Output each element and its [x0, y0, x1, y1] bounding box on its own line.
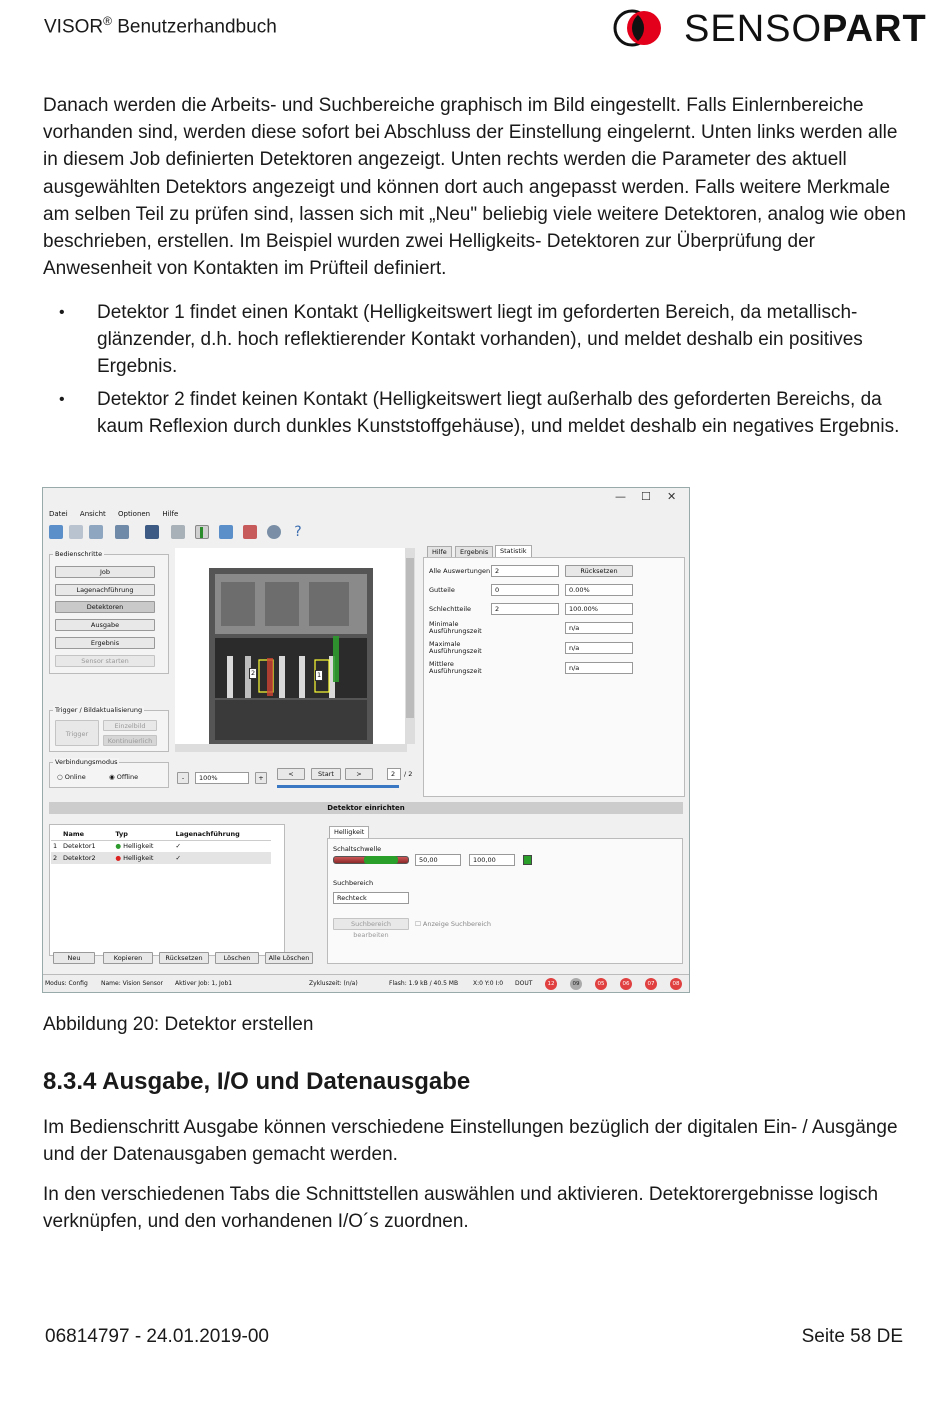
io-dot-06: 06	[620, 978, 632, 990]
table-row[interactable]: 2 Detektor2 ● Helligkeit ✓	[51, 852, 271, 864]
camera-image[interactable]	[175, 548, 407, 744]
menu-datei[interactable]: Datei	[49, 510, 68, 518]
trigger-label: Trigger / Bildaktualisierung	[55, 706, 143, 714]
page-input[interactable]: 2	[387, 768, 401, 780]
offline-radio[interactable]: ◉ Offline	[109, 773, 139, 781]
prev-image-button[interactable]: <	[277, 768, 305, 780]
film-icon[interactable]	[145, 525, 159, 539]
col-name: Name	[61, 828, 113, 840]
delete-detector-button[interactable]: Löschen	[215, 952, 259, 964]
einzelbild-button[interactable]: Einzelbild	[103, 720, 157, 731]
bullet-list	[43, 299, 909, 445]
step-detektoren-button[interactable]: Detektoren	[55, 601, 155, 613]
zoom-select[interactable]: 100%	[195, 772, 249, 784]
menu-optionen[interactable]: Optionen	[118, 510, 151, 518]
step-ausgabe-button[interactable]: Ausgabe	[55, 619, 155, 631]
section-header: Detektor einrichten	[49, 802, 683, 814]
reset-detector-button[interactable]: Rücksetzen	[159, 952, 209, 964]
min-field: n/a	[565, 622, 633, 634]
online-radio[interactable]: ○ Online	[57, 773, 86, 781]
save-icon[interactable]	[89, 525, 103, 539]
detector-2-marker: 2	[251, 669, 256, 677]
fail-dot-icon: ●	[115, 854, 122, 862]
schlecht-field: 2	[491, 603, 559, 615]
max-field: n/a	[565, 642, 633, 654]
connection-label: Verbindungsmodus	[55, 758, 118, 766]
gut-field: 0	[491, 584, 559, 596]
section-heading: 8.3.4 Ausgabe, I/O und Datenausgabe	[43, 1068, 471, 1095]
min-label: Minimale Ausführungszeit	[429, 620, 482, 635]
io-dot-08: 08	[670, 978, 682, 990]
intro-paragraph: Danach werden die Arbeits- und Suchbereiche graphisch im Bild eingestellt. Falls Einlernbereiche vorhanden sind, werden diese sofort bei Abschluss der Einstellung eingelernt. Unten links werden alle in diesem Job definierten Detektoren angezeigt. Unten rechts werden die Parameter des aktuell ausgewählten Detektors angezeigt und können dort auch angepasst werden. Falls weitere Merkmale am selben Teil zu prüfen sind, lassen sich mit „Neu" beliebig viele weitere Detektoren, analog wie oben beschrieben, erstellen. Im Beispiel wurden zwei Helligkeits- Detektoren zur Überprüfung der Anwesenheit von Kontakten im Prüfteil definiert.	[43, 95, 906, 280]
list-item: • Detektor 2 findet keinen Kontakt (Helligkeitswert liegt außerhalb des geforderten Bereichs, da kaum Reflexion durch dunkles Kunststoffgehäuse), und meldet deshalb ein negatives Ergebnis.	[43, 386, 909, 440]
logo-wordmark: SENSOPART	[684, 8, 927, 50]
col-typ: Typ	[113, 828, 173, 840]
progress-bar	[277, 785, 399, 788]
alle-field: 2	[491, 565, 559, 577]
record-icon[interactable]	[243, 525, 257, 539]
tab-helligkeit[interactable]: Helligkeit	[329, 826, 369, 838]
figure-caption: Abbildung 20: Detektor erstellen	[43, 1014, 314, 1035]
sensor-start-button[interactable]: Sensor starten	[55, 655, 155, 667]
help-icon[interactable]: ?	[294, 524, 302, 540]
suchbereich-edit-button[interactable]: Suchbereich bearbeiten	[333, 918, 409, 930]
schaltschwelle-label: Schaltschwelle	[333, 845, 382, 853]
tab-hilfe[interactable]: Hilfe	[427, 546, 452, 557]
menu-bar	[49, 510, 188, 518]
io-dot-07: 07	[645, 978, 657, 990]
detector-table	[51, 828, 271, 864]
io-dot-05: 05	[595, 978, 607, 990]
document-number: 06814797 - 24.01.2019-00	[45, 1326, 269, 1347]
sensopart-logo	[612, 8, 927, 50]
new-detector-button[interactable]: Neu	[53, 952, 95, 964]
tab-statistik[interactable]: Statistik	[495, 545, 532, 557]
zoom-out-button[interactable]: -	[177, 772, 189, 784]
status-indicator	[523, 855, 532, 865]
io-dot-12: 12	[545, 978, 557, 990]
camera-icon[interactable]	[115, 525, 129, 539]
toolbar	[49, 522, 349, 544]
suchbereich-label: Suchbereich	[333, 879, 374, 887]
alle-label: Alle Auswertungen	[429, 567, 491, 575]
paragraph-tabs: In den verschiedenen Tabs die Schnittstellen auswählen und aktivieren. Detektorergebnisse logisch verknüpfen, und den vorhandenen I/O´s zuordnen.	[43, 1184, 879, 1233]
logo-circles-icon	[612, 8, 672, 48]
delete-all-button[interactable]: Alle Löschen	[265, 952, 313, 964]
software-screenshot	[42, 487, 690, 993]
image-scrollbar[interactable]	[405, 548, 415, 744]
mit-label: Mittlere Ausführungszeit	[429, 660, 482, 675]
steps-label: Bedienschritte	[55, 550, 103, 558]
minimize-icon[interactable]: —	[615, 490, 626, 503]
search-icon[interactable]	[267, 525, 281, 539]
kontinuierlich-button[interactable]: Kontinuierlich	[103, 735, 157, 746]
max-threshold-input[interactable]: 100,00	[469, 854, 515, 866]
image-hscrollbar[interactable]	[175, 744, 407, 752]
step-job-button[interactable]: Job	[55, 566, 155, 578]
mit-field: n/a	[565, 662, 633, 674]
threshold-slider[interactable]	[333, 856, 409, 864]
detector-1-marker: 1	[317, 671, 322, 679]
sensor-icon[interactable]	[171, 525, 185, 539]
maximize-icon[interactable]: ☐	[641, 490, 651, 503]
part-image	[175, 548, 407, 744]
anzeige-checkbox[interactable]: ☐ Anzeige Suchbereich	[415, 920, 491, 928]
next-image-button[interactable]: >	[345, 768, 373, 780]
page-total: / 2	[404, 770, 413, 778]
step-ergebnis-button[interactable]: Ergebnis	[55, 637, 155, 649]
gut-pct-field: 0.00%	[565, 584, 633, 596]
menu-ansicht[interactable]: Ansicht	[79, 510, 106, 518]
menu-hilfe[interactable]: Hilfe	[162, 510, 179, 518]
copy-detector-button[interactable]: Kopieren	[103, 952, 153, 964]
open-icon[interactable]	[69, 525, 83, 539]
close-icon[interactable]: ✕	[667, 490, 677, 503]
layout-icon[interactable]	[219, 525, 233, 539]
tab-ergebnis[interactable]: Ergebnis	[455, 546, 493, 557]
suchbereich-select[interactable]: Rechteck	[333, 892, 409, 904]
schlecht-pct-field: 100.00%	[565, 603, 633, 615]
schlecht-label: Schlechtteile	[429, 605, 472, 613]
max-label: Maximale Ausführungszeit	[429, 640, 482, 655]
io-dot-09: 09	[570, 978, 582, 990]
page-number: Seite 58 DE	[801, 1326, 903, 1347]
gut-label: Gutteile	[429, 586, 455, 594]
new-icon[interactable]	[49, 525, 63, 539]
reset-stats-button[interactable]: Rücksetzen	[565, 565, 633, 577]
table-row[interactable]: 1 Detektor1 ● Helligkeit ✓	[53, 842, 181, 851]
min-threshold-input[interactable]: 50,00	[415, 854, 461, 866]
list-item: • Detektor 1 findet einen Kontakt (Helligkeitswert liegt im geforderten Bereich, da metallisch-glänzender, d.h. hoch reflektierender Kontakt vorhanden), und meldet deshalb ein positives Ergebnis.	[43, 299, 909, 381]
status-bar: Modus: Config Name: Vision Sensor Aktiver Job: 1, Job1 Zykluszeit: (n/a) Flash: 1.9 kB / 40.5 MB X:0 Y:0 I:0 DOUT 12 09 05 06 07 08	[43, 974, 689, 992]
start-button[interactable]: Start	[311, 768, 341, 780]
ok-dot-icon: ●	[115, 842, 122, 851]
brightness-icon[interactable]	[195, 525, 209, 539]
document-title: VISOR® Benutzerhandbuch	[44, 14, 277, 38]
col-lage: Lagenachführung	[173, 828, 271, 840]
paragraph-ausgabe: Im Bedienschritt Ausgabe können verschiedene Einstellungen bezüglich der digitalen Ein- / Ausgänge und der Datenausgaben gemacht werden.	[43, 1117, 898, 1166]
step-lage-button[interactable]: Lagenachführung	[55, 584, 155, 596]
trigger-button[interactable]: Trigger	[55, 720, 99, 746]
zoom-in-button[interactable]: +	[255, 772, 267, 784]
